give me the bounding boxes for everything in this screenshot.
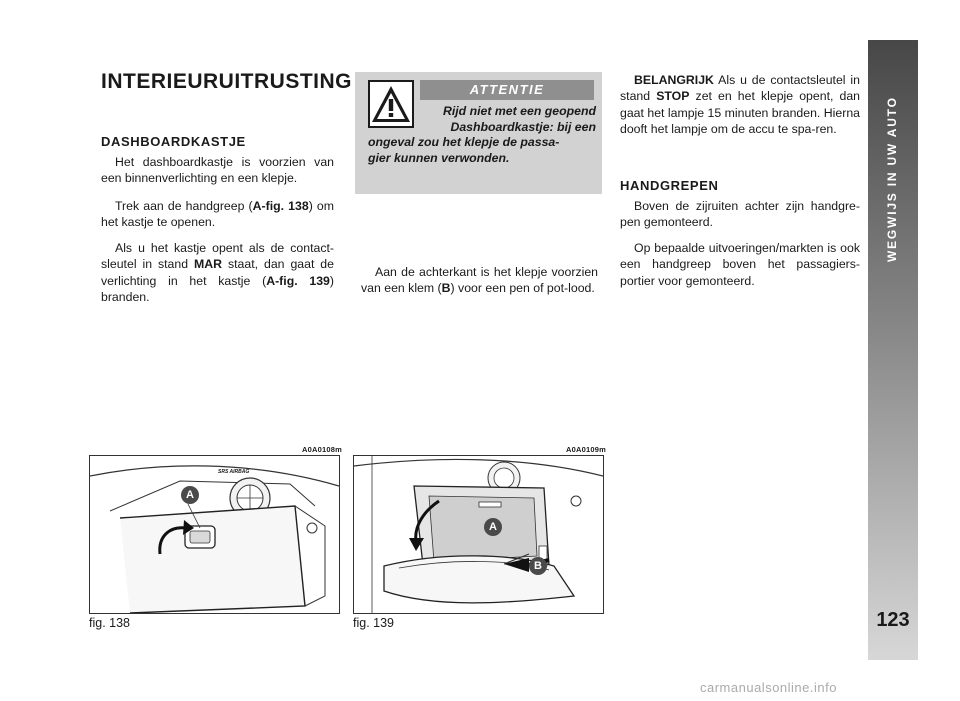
paragraph-important: BELANGRIJK Als u de contactsleutel in stand STOP zet en het klepje opent, dan gaat het lampje 15 minuten branden. Hierna dooft het lampje om de accu te spa-ren. bbox=[620, 73, 861, 137]
airbag-label: SRS AIRBAG bbox=[218, 469, 250, 475]
page-number: 123 bbox=[876, 609, 910, 631]
paragraph-lighting: Als u het kastje opent als de contact-sleutel in stand MAR staat, dan gaat de verlichting in het kastje (A-fig. 139) branden. bbox=[101, 241, 334, 305]
figure-code: A0A0108m bbox=[302, 445, 342, 454]
paragraph-clip: Aan de achterkant is het klepje voorzien van een klem (B) voor een pen of pot-lood. bbox=[361, 265, 598, 296]
label-b: B bbox=[441, 281, 451, 296]
attention-label: ATTENTIE bbox=[420, 80, 594, 100]
section-heading-dashboardkastje: DASHBOARDKASTJE bbox=[101, 134, 246, 149]
figure-code: A0A0109m bbox=[566, 445, 606, 454]
figure-reference: A-fig. 138 bbox=[252, 199, 309, 213]
glovebox-closed-illustration bbox=[90, 456, 339, 613]
figure-138 bbox=[89, 455, 340, 614]
paragraph-grips-1: Boven de zijruiten achter zijn handgre-pen gemonteerd. bbox=[620, 199, 860, 230]
key-position-mar: MAR bbox=[194, 257, 223, 272]
figure-caption: fig. 139 bbox=[353, 616, 395, 630]
page-title: INTERIEURUITRUSTING bbox=[101, 70, 352, 93]
marker-a: A bbox=[484, 518, 502, 536]
paragraph-open-instruction: Trek aan de handgreep (A-fig. 138) om het kastje te openen. bbox=[101, 199, 334, 230]
key-position-stop: STOP bbox=[656, 89, 690, 104]
section-heading-handgrepen: HANDGREPEN bbox=[620, 178, 719, 193]
chapter-label: WEGWIJS IN UW AUTO bbox=[885, 96, 899, 262]
figure-139 bbox=[353, 455, 604, 614]
figure-caption: fig. 138 bbox=[89, 616, 131, 630]
marker-b: B bbox=[529, 557, 547, 575]
paragraph-dashboard-intro: Het dashboardkastje is voorzien van een binnenverlichting en een klepje. bbox=[101, 155, 334, 186]
watermark: carmanualsonline.info bbox=[700, 680, 837, 695]
figure-reference: A-fig. 139 bbox=[266, 273, 330, 288]
marker-a: A bbox=[181, 486, 199, 504]
attention-text: Rijd niet met een geopend Dashboardkastje: bij een ongeval zou het klepje de passa- gier kunnen verwonden. bbox=[368, 104, 596, 165]
important-lead: BELANGRIJK bbox=[634, 73, 714, 87]
glovebox-open-illustration bbox=[354, 456, 603, 613]
paragraph-grips-2: Op bepaalde uitvoeringen/markten is ook een handgreep boven het passagiers-portier voor gemonteerd. bbox=[620, 241, 860, 288]
